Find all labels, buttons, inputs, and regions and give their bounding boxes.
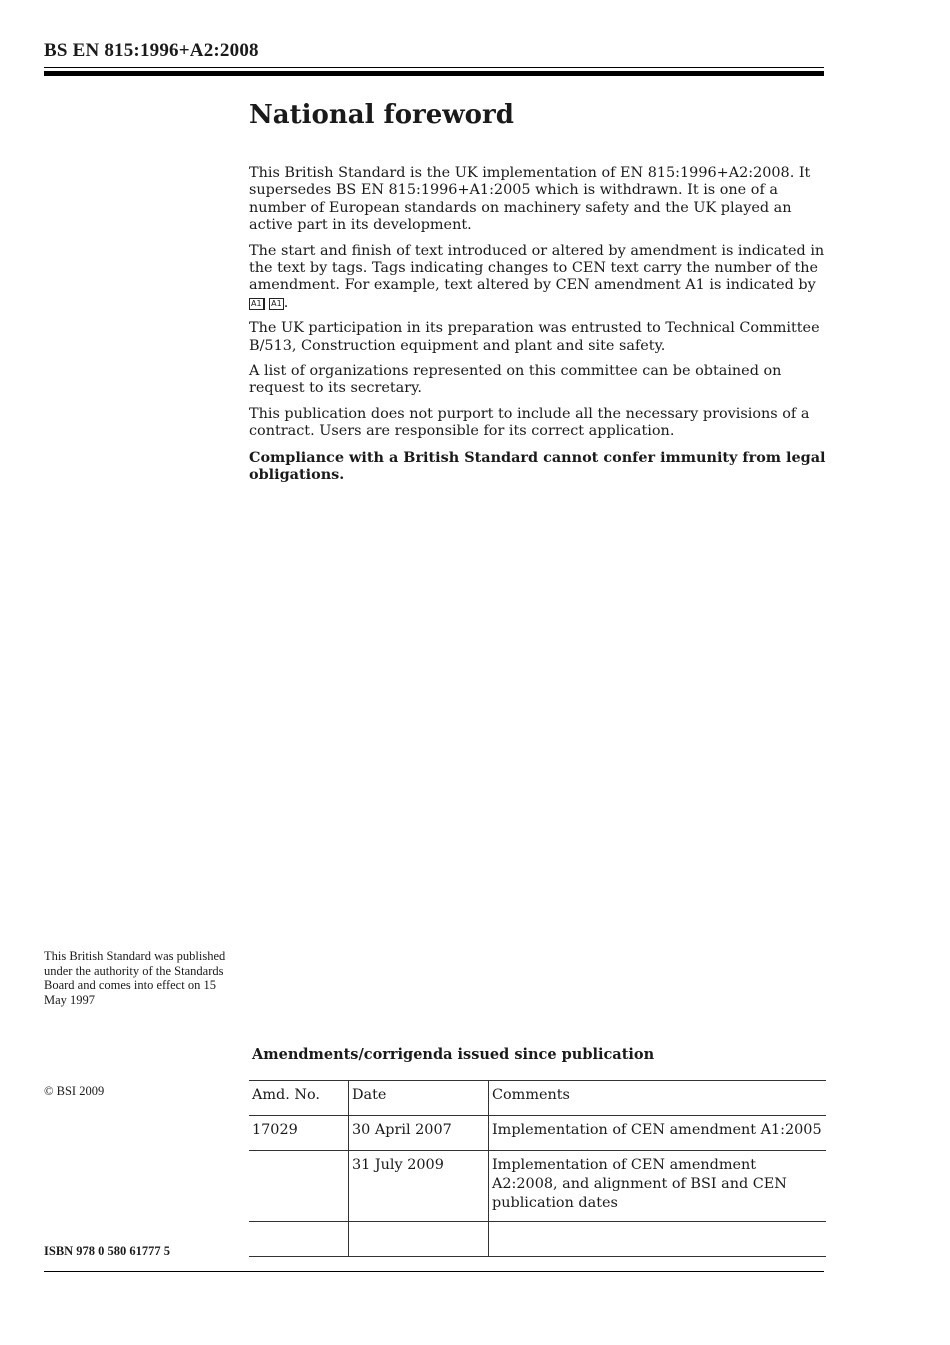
column-header-date: Date — [349, 1081, 489, 1116]
cell-comments — [489, 1222, 827, 1257]
cell-amd-no — [249, 1222, 349, 1257]
isbn: ISBN 978 0 580 61777 5 — [44, 1244, 171, 1258]
footer-rule — [44, 1271, 824, 1272]
publication-note: This British Standard was published under the authority of the Standards Board and comes into effect on 15 May 1997 — [44, 949, 226, 1007]
table-header-row — [249, 1081, 826, 1116]
document-code: BS EN 815:1996+A2:2008 — [44, 40, 259, 61]
paragraph-compliance: Compliance with a British Standard cannot confer immunity from legal obligations. — [249, 448, 826, 484]
amendment-open-tag-icon: A1 — [249, 298, 265, 310]
header-rule-thick — [44, 71, 824, 76]
copyright: © BSI 2009 — [44, 1084, 105, 1098]
cell-date — [349, 1222, 489, 1257]
foreword-body — [249, 165, 829, 492]
header-rule-thin — [44, 67, 824, 68]
column-header-amd-no: Amd. No. — [249, 1081, 349, 1116]
cell-amd-no: 17029 — [249, 1116, 349, 1151]
paragraph-provisions: This publication does not purport to include all the necessary provisions of a contract. Users are responsible for its correct application. — [249, 405, 810, 440]
paragraph-implementation: This British Standard is the UK implementation of EN 815:1996+A2:2008. It supersedes BS EN 815:1996+A1:2005 which is withdrawn. It is one of a number of European standards on machinery safety and the UK played an active part in its development. — [249, 165, 811, 234]
column-header-comments: Comments — [489, 1081, 827, 1116]
paragraph-organizations: A list of organizations represented on this committee can be obtained on request to its secretary. — [249, 363, 782, 397]
cell-date: 31 July 2009 — [349, 1151, 489, 1222]
amendments-table — [249, 1080, 826, 1257]
paragraph-committee: The UK participation in its preparation was entrusted to Technical Committee B/513, Construction equipment and plant and site safety. — [249, 320, 820, 354]
page-title: National foreword — [249, 100, 514, 130]
paragraph-amendment-tags-text: The start and finish of text introduced or altered by amendment is indicated in the text by tags. Tags indicating changes to CEN text carry the number of the amendment. For example, text altered by CEN amendment A1 is indicated by — [249, 242, 825, 294]
table-row — [249, 1222, 826, 1257]
cell-amd-no — [249, 1151, 349, 1222]
cell-date: 30 April 2007 — [349, 1116, 489, 1151]
table-row — [249, 1116, 826, 1151]
cell-comments: Implementation of CEN amendment A1:2005 — [489, 1116, 827, 1151]
table-row — [249, 1151, 826, 1222]
cell-comments: Implementation of CEN amendment A2:2008, and alignment of BSI and CEN publication dates — [489, 1151, 827, 1222]
amendment-close-tag-icon: A1 — [271, 298, 282, 308]
tag-suffix: . — [283, 294, 289, 311]
amendments-heading: Amendments/corrigenda issued since publication — [252, 1046, 655, 1063]
paragraph-amendment-tags — [249, 243, 829, 313]
